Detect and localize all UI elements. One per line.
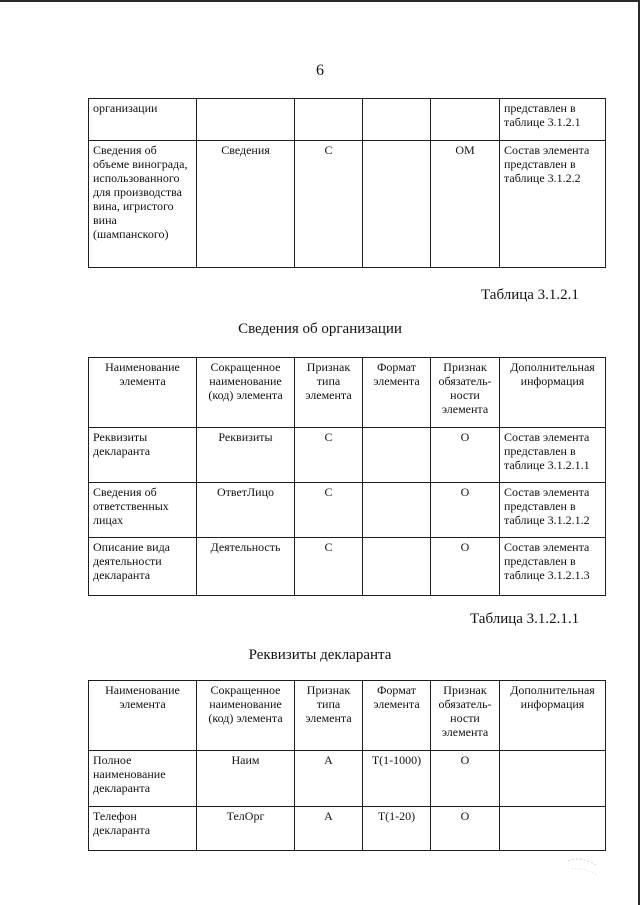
cell-code bbox=[197, 99, 295, 141]
header-cell: Дополнительная информация bbox=[500, 681, 606, 751]
table-caption: Таблица 3.1.2.1.1 bbox=[470, 611, 580, 627]
cell-name: Полное наименование декларанта bbox=[89, 751, 197, 807]
header-cell: Наименование элемента bbox=[89, 358, 197, 428]
cell-type: С bbox=[295, 428, 363, 483]
table-row bbox=[89, 428, 606, 483]
cell-info: Состав элемента представлен в таблице 3.1.2.1.2 bbox=[500, 483, 606, 538]
cell-type: А bbox=[295, 751, 363, 807]
table-row bbox=[89, 538, 606, 596]
cell-format bbox=[363, 428, 431, 483]
header-cell: Сокращенное наименование (код) элемента bbox=[197, 681, 295, 751]
cell-name: Реквизиты декларанта bbox=[89, 428, 197, 483]
cell-info: Состав элемента представлен в таблице 3.1.2.1.3 bbox=[500, 538, 606, 596]
page-number: 6 bbox=[316, 62, 324, 79]
cell-required: О bbox=[431, 483, 500, 538]
cell-type: А bbox=[295, 807, 363, 851]
cell-required: ОМ bbox=[431, 141, 500, 268]
table-caption: Таблица 3.1.2.1 bbox=[481, 287, 579, 303]
cell-code: Наим bbox=[197, 751, 295, 807]
cell-format bbox=[363, 538, 431, 596]
cell-format: Т(1-20) bbox=[363, 807, 431, 851]
cell-name: Сведения об ответственных лицах bbox=[89, 483, 197, 538]
cell-required: О bbox=[431, 807, 500, 851]
table-row bbox=[89, 99, 606, 141]
cell-code: ОтветЛицо bbox=[197, 483, 295, 538]
cell-info: представлен в таблице 3.1.2.1 bbox=[500, 99, 606, 141]
table-row bbox=[89, 807, 606, 851]
header-cell: Сокращенное наименование (код) элемента bbox=[197, 358, 295, 428]
cell-code: Реквизиты bbox=[197, 428, 295, 483]
header-cell: Формат элемента bbox=[363, 358, 431, 428]
cell-required: О bbox=[431, 428, 500, 483]
cell-name: Телефон декларанта bbox=[89, 807, 197, 851]
table-organization-info bbox=[88, 357, 606, 596]
cell-name: организации bbox=[89, 99, 197, 141]
header-cell: Признак обязатель-ности элемента bbox=[431, 358, 500, 428]
cell-info: Состав элемента представлен в таблице 3.1.2.1.1 bbox=[500, 428, 606, 483]
table-header-row bbox=[89, 681, 606, 751]
cell-info bbox=[500, 807, 606, 851]
cell-required bbox=[431, 99, 500, 141]
header-cell: Дополнительная информация bbox=[500, 358, 606, 428]
cell-code: ТелОрг bbox=[197, 807, 295, 851]
cell-type bbox=[295, 99, 363, 141]
table-row bbox=[89, 483, 606, 538]
cell-type: С bbox=[295, 483, 363, 538]
scan-artifact-mark bbox=[566, 855, 600, 877]
continued-table bbox=[88, 98, 606, 268]
table-row bbox=[89, 141, 606, 268]
header-cell: Признак типа элемента bbox=[295, 358, 363, 428]
cell-code: Деятельность bbox=[197, 538, 295, 596]
cell-name: Сведения об объеме винограда, использованного для производства вина, игристого вина (шампанского) bbox=[89, 141, 197, 268]
cell-type: С bbox=[295, 538, 363, 596]
cell-required: О bbox=[431, 538, 500, 596]
header-cell: Признак обязатель-ности элемента bbox=[431, 681, 500, 751]
cell-format bbox=[363, 483, 431, 538]
cell-format bbox=[363, 99, 431, 141]
header-cell: Признак типа элемента bbox=[295, 681, 363, 751]
table-title: Сведения об организации bbox=[238, 321, 402, 337]
cell-format: Т(1-1000) bbox=[363, 751, 431, 807]
header-cell: Формат элемента bbox=[363, 681, 431, 751]
table-title: Реквизиты декларанта bbox=[248, 647, 392, 663]
table-row bbox=[89, 751, 606, 807]
cell-format bbox=[363, 141, 431, 268]
cell-code: Сведения bbox=[197, 141, 295, 268]
cell-name: Описание вида деятельности декларанта bbox=[89, 538, 197, 596]
header-cell: Наименование элемента bbox=[89, 681, 197, 751]
cell-required: О bbox=[431, 751, 500, 807]
cell-info bbox=[500, 751, 606, 807]
table-declarant-details bbox=[88, 680, 606, 851]
table-header-row bbox=[89, 358, 606, 428]
cell-info: Состав элемента представлен в таблице 3.1.2.2 bbox=[500, 141, 606, 268]
scan-top-edge bbox=[0, 0, 640, 2]
cell-type: С bbox=[295, 141, 363, 268]
